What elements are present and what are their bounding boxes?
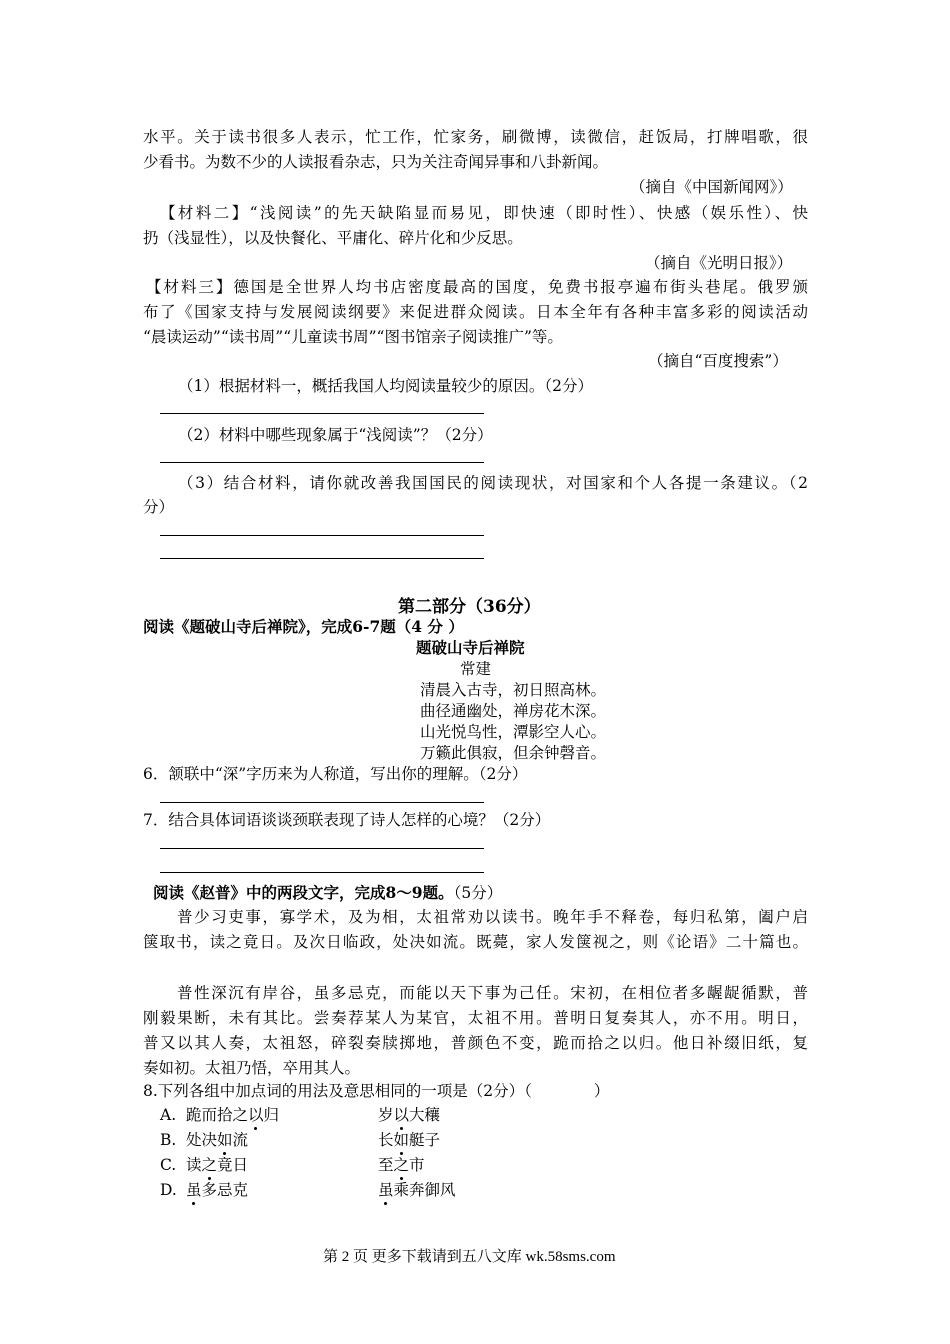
option-left — [186, 1155, 248, 1175]
material3-line3: “晨读运动”“读书周”“儿童读书周”“图书馆亲子阅读推广”等。 — [143, 328, 563, 346]
classical-intro-score: （5分） — [453, 884, 503, 902]
option-text: 长 — [378, 1131, 394, 1149]
option-letter: B. — [160, 1131, 177, 1149]
dotted-word: 如 — [217, 1131, 233, 1149]
option-text: 多忌克 — [201, 1181, 249, 1199]
poem-title: 题破山寺后禅院 — [416, 638, 525, 657]
poem-intro: 阅读《题破山寺后禅院》，完成6-7题（4 分 ） — [143, 617, 464, 636]
material3-source: （摘自“百度搜索”） — [648, 352, 788, 370]
option-text: 岁 — [378, 1106, 394, 1124]
material2-line1: 【材料二】“浅阅读”的先天缺陷显而易见，即快速（即时性）、快感（娱乐性）、快 — [160, 204, 808, 222]
question-8: 8.下列各组中加点词的用法及意思相同的一项是（2分）（ ） — [143, 1082, 610, 1100]
page-footer: 第 2 页 更多下载请到五八文库 wk.58sms.com — [323, 1249, 616, 1265]
option-left — [186, 1180, 248, 1200]
classical-intro-text: 阅读《赵普》中的两段文字，完成8～9题。 — [153, 883, 454, 902]
material3-line2: 布了《国家支持与发展阅读纲要》来促进群众阅读。日本全年有各种丰富多彩的阅读活动 — [143, 303, 808, 321]
answer-line-q7-b[interactable] — [160, 872, 484, 873]
answer-line-q3-b[interactable] — [160, 558, 484, 559]
question-7: 7．结合具体词语谈谈颈联表现了诗人怎样的心境？（2分） — [143, 811, 551, 829]
option-text: 跪而拾之 — [186, 1106, 249, 1124]
dotted-word: 以 — [248, 1106, 264, 1124]
question-2: （2）材料中哪些现象属于“浅阅读”？（2分） — [178, 426, 493, 444]
answer-line-q1[interactable] — [160, 413, 484, 414]
option-right — [378, 1130, 440, 1150]
material1-line2: 少看书。为数不少的人读报看杂志，只为关注奇闻异事和八卦新闻。 — [143, 153, 609, 171]
option-text: 艇子 — [409, 1131, 441, 1149]
poem-line-1: 清晨入古寺，初日照高林。 — [420, 681, 607, 699]
poem-author: 常建 — [460, 660, 492, 678]
poem-line-2: 曲径通幽处，禅房花木深。 — [420, 702, 607, 720]
dotted-word: 如 — [393, 1131, 410, 1149]
answer-line-q3-a[interactable] — [160, 535, 484, 536]
classical-p2-line1: 普性深沉有岸谷，虽多忌克，而能以天下事为己任。宋初，在相位者多龌龊循默，普 — [177, 984, 808, 1002]
option-text: 乘奔御风 — [393, 1181, 456, 1199]
option-text: 竟日 — [217, 1156, 249, 1174]
answer-line-q6[interactable] — [160, 802, 484, 803]
part2-heading: 第二部分（36分） — [398, 597, 541, 617]
option-text: 读 — [186, 1156, 202, 1174]
material2-source: （摘自《光明日报》） — [645, 254, 793, 272]
option-text: 市 — [409, 1156, 425, 1174]
option-letter: C. — [160, 1156, 177, 1174]
option-text: 归 — [263, 1106, 280, 1124]
question-1: （1）根据材料一，概括我国人均阅读量较少的原因。（2分） — [178, 377, 593, 395]
classical-p2-line3: 普又以其人奏，太祖怒，碎裂奏牍掷地，普颜色不变，跪而拾之以归。他日补缀旧纸，复 — [143, 1034, 808, 1052]
option-right — [378, 1105, 440, 1125]
option-text: 流 — [232, 1131, 249, 1149]
option-letter: D. — [160, 1181, 177, 1199]
option-right — [378, 1180, 456, 1200]
classical-intro — [153, 883, 502, 903]
classical-p1-line2: 箧取书，读之竟日。及次日临政，处决如流。既薨，家人发箧视之，则《论语》二十篇也。 — [143, 933, 808, 951]
question-3-line1: （3）结合材料，请你就改善我国国民的阅读现状，对国家和个人各提一条建议。（2 — [178, 474, 808, 492]
material2-line2: 扔（浅显性），以及快餐化、平庸化、碎片化和少反思。 — [143, 229, 523, 247]
answer-line-q7-a[interactable] — [160, 848, 484, 849]
question-3-line2: 分） — [143, 498, 175, 516]
poem-line-4: 万籁此俱寂，但余钟磬音。 — [420, 744, 607, 762]
answer-line-q2[interactable] — [160, 462, 484, 463]
dotted-word: 虽 — [378, 1181, 394, 1199]
poem-line-3: 山光悦鸟性，潭影空人心。 — [420, 723, 607, 741]
option-left — [186, 1105, 279, 1125]
option-text: 大穰 — [409, 1106, 441, 1124]
material1-line1: 水平。关于读书很多人表示，忙工作，忙家务，刷微博，读微信，赶饭局，打牌唱歌，很 — [143, 128, 808, 146]
option-text: 至 — [378, 1156, 394, 1174]
material3-line1: 【材料三】德国是全世界人均书店密度最高的国度，免费书报亭遍布街头巷尾。俄罗颁 — [146, 278, 808, 296]
dotted-word: 虽 — [186, 1181, 202, 1199]
classical-p2-line2: 刚毅果断，未有其比。尝奏荐某人为某官，太祖不用。普明日复奏其人，亦不用。明日， — [143, 1009, 808, 1027]
dotted-word: 之 — [393, 1156, 410, 1174]
material1-source: （摘自《中国新闻网》） — [630, 178, 793, 196]
option-right — [378, 1155, 425, 1175]
dotted-word: 以 — [393, 1106, 410, 1124]
question-6: 6．颔联中“深”字历来为人称道，写出你的理解。（2分） — [143, 765, 528, 783]
classical-p1-line1: 普少习吏事，寡学术，及为相，太祖常劝以读书。晚年手不释卷，每归私第，阖户启 — [177, 908, 808, 926]
dotted-word: 之 — [201, 1156, 218, 1174]
option-letter: A. — [160, 1106, 177, 1124]
option-text: 处决 — [186, 1131, 218, 1149]
classical-p2-line4: 奏如初。太祖乃悟，卒用其人。 — [143, 1059, 361, 1077]
option-left — [186, 1130, 248, 1150]
